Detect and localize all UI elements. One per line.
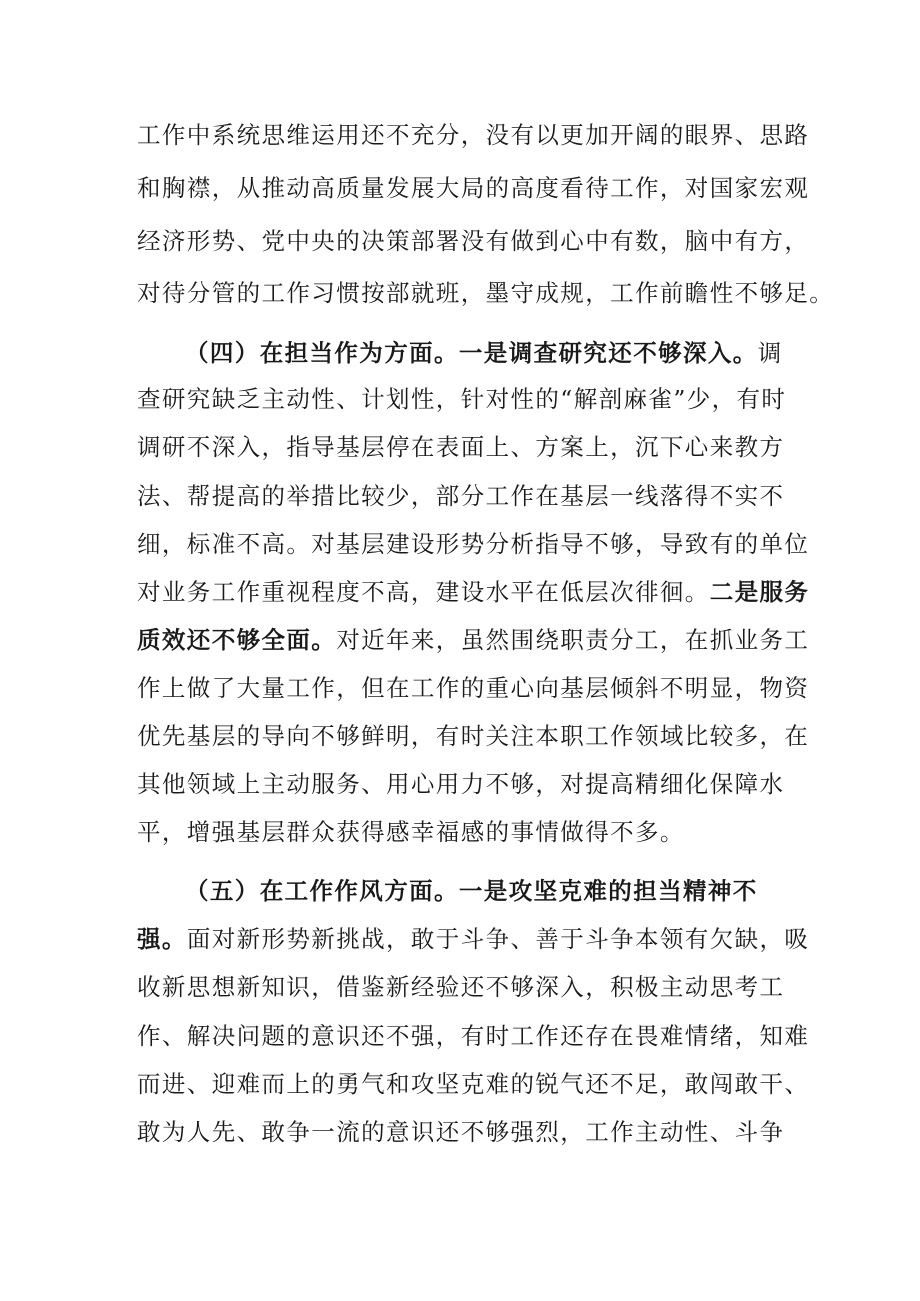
text-line: 和胸襟，从推动高质量发展大局的高度看待工作，对国家宏观 xyxy=(137,174,810,202)
bold-point: 二是服务 xyxy=(709,578,810,606)
text-line: 经济形势、党中央的决策部署没有做到心中有数，脑中有方， xyxy=(137,227,810,255)
text-line: 平，增强基层群众获得感幸福感的事情做得不多。 xyxy=(137,818,685,846)
text-line: 对业务工作重视程度不高，建设水平在低层次徘徊。二是服务 xyxy=(137,578,810,606)
section-heading-line xyxy=(185,876,758,906)
text-line: 收新思想新知识，借鉴新经验还不够深入，积极主动思考工 xyxy=(137,973,785,1001)
text-line: 工作中系统思维运用还不充分，没有以更加开阔的眼界、思路 xyxy=(137,121,810,149)
bold-point: 强。 xyxy=(137,925,187,953)
section-heading-4: （四）在担当作为方面。一是调查研究还不够深入。 xyxy=(185,339,758,367)
text-line: 其他领域上主动服务、用心用力不够，对提高精细化保障水 xyxy=(137,770,785,798)
text-line: 质效还不够全面。对近年来，虽然围绕职责分工，在抓业务工 xyxy=(137,626,810,654)
bold-point: 质效还不够全面。 xyxy=(137,626,337,654)
text-line: 查研究缺乏主动性、计划性，针对性的“解剖麻雀”少，有时 xyxy=(137,385,787,413)
section-heading-5: （五）在工作作风方面。一是攻坚克难的担当精神不 xyxy=(185,877,758,905)
text-line: 作上做了大量工作，但在工作的重心向基层倾斜不明显，物资 xyxy=(137,674,810,702)
text-line: 作、解决问题的意识还不强，有时工作还存在畏难情绪，知难 xyxy=(137,1022,810,1050)
text-line: 调研不深入，指导基层停在表面上、方案上，沉下心来教方 xyxy=(137,433,785,461)
text-line: 优先基层的导向不够鲜明，有时关注本职工作领域比较多，在 xyxy=(137,722,810,750)
text-line: 强。面对新形势新挑战，敢于斗争、善于斗争本领有欠缺，吸 xyxy=(137,925,810,953)
text-line: 对待分管的工作习惯按部就班，墨守成规，工作前瞻性不够足。 xyxy=(137,279,835,307)
text-line: 敢为人先、敢争一流的意识还不够强烈，工作主动性、斗争 xyxy=(137,1118,785,1146)
section-heading-line: （四）在担当作为方面。一是调查研究还不够深入。调 xyxy=(185,339,783,367)
text-line: 而进、迎难而上的勇气和攻坚克难的锐气还不足，敢闯敢干、 xyxy=(137,1070,810,1098)
text-line: 细，标准不高。对基层建设形势分析指导不够，导致有的单位 xyxy=(137,530,810,558)
text-line: 法、帮提高的举措比较少，部分工作在基层一线落得不实不 xyxy=(137,482,785,510)
